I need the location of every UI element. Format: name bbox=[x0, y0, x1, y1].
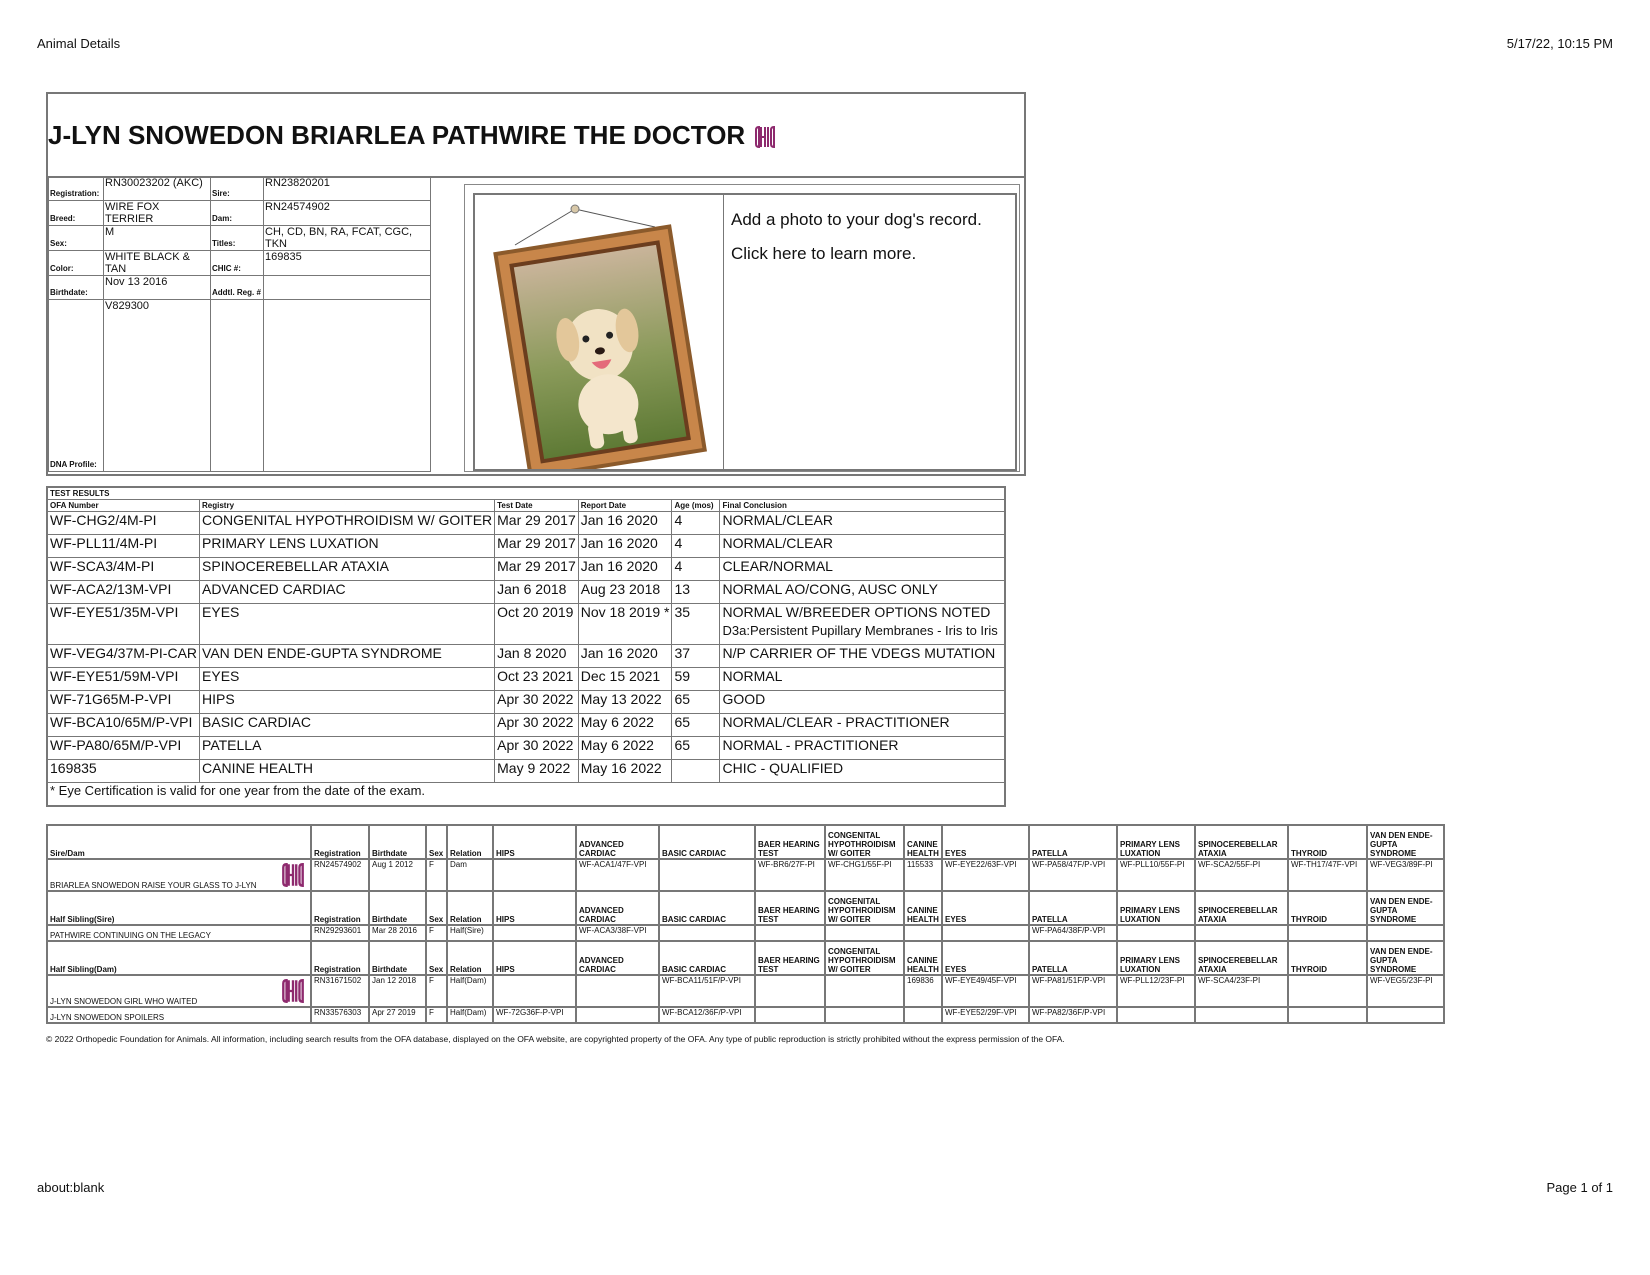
test-row bbox=[47, 604, 1005, 645]
relative-sex: F bbox=[426, 1007, 447, 1023]
breed-label: Breed: bbox=[49, 201, 104, 226]
col-spinocerebellar-ataxia: SPINOCEREBELLAR ATAXIA bbox=[1195, 891, 1288, 925]
relative-vdegs bbox=[1367, 925, 1444, 941]
test-date: Oct 23 2021 bbox=[495, 668, 579, 691]
relative-registration[interactable]: RN29293601 bbox=[311, 925, 369, 941]
titles-value: CH, CD, BN, RA, FCAT, CGC, TKN bbox=[264, 226, 431, 251]
relative-eyes: WF-EYE22/63F-VPI bbox=[942, 859, 1029, 891]
relative-canine-health bbox=[904, 1007, 942, 1023]
age bbox=[672, 760, 720, 783]
report-date: May 6 2022 bbox=[578, 737, 672, 760]
ofa-number[interactable]: WF-VEG4/37M-PI-CAR bbox=[47, 645, 200, 668]
report-date: Aug 23 2018 bbox=[578, 581, 672, 604]
relative-spinocerebellar-ataxia bbox=[1195, 1007, 1288, 1023]
relative-birthdate: Aug 1 2012 bbox=[369, 859, 426, 891]
test-date: Mar 29 2017 bbox=[495, 535, 579, 558]
relatives-section-header bbox=[47, 891, 1444, 925]
final-conclusion: GOOD bbox=[720, 691, 1006, 714]
test-date: Mar 29 2017 bbox=[495, 512, 579, 535]
registry: PATELLA bbox=[200, 737, 495, 760]
framed-dog-picture bbox=[475, 195, 724, 469]
relative-spinocerebellar-ataxia: WF-SCA4/23F-PI bbox=[1195, 975, 1288, 1007]
photo-panel[interactable] bbox=[464, 184, 1020, 472]
col-eyes: EYES bbox=[942, 941, 1029, 975]
relative-hips bbox=[493, 925, 576, 941]
age: 4 bbox=[672, 558, 720, 581]
chic-logo-icon bbox=[278, 861, 308, 891]
col-baer-hearing: BAER HEARING TEST bbox=[755, 825, 825, 859]
ofa-number[interactable]: WF-71G65M-P-VPI bbox=[47, 691, 200, 714]
photo-cta-line1[interactable]: Add a photo to your dog's record. bbox=[731, 210, 982, 229]
col-eyes: EYES bbox=[942, 891, 1029, 925]
empty-cell bbox=[211, 300, 264, 472]
relative-advanced-cardiac bbox=[576, 1007, 659, 1023]
registration-label: Registration: bbox=[49, 177, 104, 201]
age: 37 bbox=[672, 645, 720, 668]
relative-eyes: WF-EYE49/45F-VPI bbox=[942, 975, 1029, 1007]
col-spinocerebellar-ataxia: SPINOCEREBELLAR ATAXIA bbox=[1195, 825, 1288, 859]
col-patella: PATELLA bbox=[1029, 825, 1117, 859]
col-canine-health: CANINE HEALTH bbox=[904, 825, 942, 859]
relative-name[interactable]: PATHWIRE CONTINUING ON THE LEGACY bbox=[50, 931, 211, 940]
col-report-date: Report Date bbox=[578, 500, 672, 512]
registry: VAN DEN ENDE-GUPTA SYNDROME bbox=[200, 645, 495, 668]
col-test-date: Test Date bbox=[495, 500, 579, 512]
eye-cert-note: * Eye Certification is valid for one year from the date of the exam. bbox=[47, 783, 1005, 806]
relative-congenital-hypothyroidism bbox=[825, 925, 904, 941]
relative-birthdate: Apr 27 2019 bbox=[369, 1007, 426, 1023]
relative-name-cell[interactable] bbox=[47, 859, 311, 891]
titles-label: Titles: bbox=[211, 226, 264, 251]
relative-congenital-hypothyroidism: WF-CHG1/55F-PI bbox=[825, 859, 904, 891]
test-row bbox=[47, 737, 1005, 760]
col-baer-hearing: BAER HEARING TEST bbox=[755, 941, 825, 975]
final-conclusion: NORMAL AO/CONG, AUSC ONLY bbox=[720, 581, 1006, 604]
chic-value: 169835 bbox=[264, 251, 431, 276]
col-vdegs: VAN DEN ENDE-GUPTA SYNDROME bbox=[1367, 891, 1444, 925]
test-results-table bbox=[46, 486, 1006, 807]
relative-basic-cardiac bbox=[659, 859, 755, 891]
print-footer-url: about:blank bbox=[37, 1180, 105, 1195]
age: 4 bbox=[672, 535, 720, 558]
relative-row bbox=[47, 975, 1444, 1007]
age: 65 bbox=[672, 691, 720, 714]
registry: ADVANCED CARDIAC bbox=[200, 581, 495, 604]
conclusion-detail: D3a:Persistent Pupillary Membranes - Iris to Iris bbox=[722, 623, 998, 638]
ofa-number[interactable]: WF-CHG2/4M-PI bbox=[47, 512, 200, 535]
dna-profile-label: DNA Profile: bbox=[49, 300, 104, 472]
ofa-number[interactable]: WF-EYE51/35M-VPI bbox=[47, 604, 200, 645]
relative-spinocerebellar-ataxia bbox=[1195, 925, 1288, 941]
dog-details-panel bbox=[46, 92, 1026, 476]
photo-inner[interactable] bbox=[473, 193, 1017, 471]
relative-vdegs: WF-VEG3/89F-PI bbox=[1367, 859, 1444, 891]
relative-hips bbox=[493, 859, 576, 891]
col-sex: Sex bbox=[426, 941, 447, 975]
report-date: Nov 18 2019 * bbox=[578, 604, 672, 645]
final-conclusion: N/P CARRIER OF THE VDEGS MUTATION bbox=[720, 645, 1006, 668]
test-date: Apr 30 2022 bbox=[495, 714, 579, 737]
age: 65 bbox=[672, 714, 720, 737]
dog-photo-illustration bbox=[475, 195, 723, 469]
ofa-number[interactable]: WF-PA80/65M/P-VPI bbox=[47, 737, 200, 760]
relative-congenital-hypothyroidism bbox=[825, 1007, 904, 1023]
final-conclusion: NORMAL - PRACTITIONER bbox=[720, 737, 1006, 760]
relative-canine-health: 169836 bbox=[904, 975, 942, 1007]
relative-hips bbox=[493, 975, 576, 1007]
registry: HIPS bbox=[200, 691, 495, 714]
col-basic-cardiac: BASIC CARDIAC bbox=[659, 891, 755, 925]
relative-relation: Half(Dam) bbox=[447, 975, 493, 1007]
microchip-value: V829300 bbox=[104, 300, 211, 472]
title-row bbox=[48, 94, 1024, 178]
relative-baer-hearing bbox=[755, 1007, 825, 1023]
relatives-section-header bbox=[47, 825, 1444, 859]
relative-patella: WF-PA58/47F/P-VPI bbox=[1029, 859, 1117, 891]
dam-label: Dam: bbox=[211, 201, 264, 226]
relative-baer-hearing: WF-BR6/27F-PI bbox=[755, 859, 825, 891]
col-patella: PATELLA bbox=[1029, 941, 1117, 975]
copyright-notice: © 2022 Orthopedic Foundation for Animals. All information, including search results from the OFA database, displayed on the OFA website, are copyrighted property of the OFA. Any type of public reproduction is strictly prohibited without the express permission of the OFA. bbox=[46, 1034, 1065, 1044]
relative-registration[interactable]: RN24574902 bbox=[311, 859, 369, 891]
relative-canine-health bbox=[904, 925, 942, 941]
sex-value: M bbox=[104, 226, 211, 251]
sex-label: Sex: bbox=[49, 226, 104, 251]
col-spinocerebellar-ataxia: SPINOCEREBELLAR ATAXIA bbox=[1195, 941, 1288, 975]
final-conclusion bbox=[720, 604, 1006, 645]
ofa-number[interactable]: 169835 bbox=[47, 760, 200, 783]
age: 4 bbox=[672, 512, 720, 535]
col-patella: PATELLA bbox=[1029, 891, 1117, 925]
test-date: Apr 30 2022 bbox=[495, 737, 579, 760]
relative-baer-hearing bbox=[755, 925, 825, 941]
col-birthdate: Birthdate bbox=[369, 891, 426, 925]
relative-baer-hearing bbox=[755, 975, 825, 1007]
registry: CANINE HEALTH bbox=[200, 760, 495, 783]
test-date: Mar 29 2017 bbox=[495, 558, 579, 581]
age: 13 bbox=[672, 581, 720, 604]
relative-thyroid bbox=[1288, 925, 1367, 941]
test-results-title: TEST RESULTS bbox=[47, 487, 1005, 500]
section-heading: Half Sibling(Sire) bbox=[47, 891, 311, 925]
test-row bbox=[47, 558, 1005, 581]
col-thyroid: THYROID bbox=[1288, 891, 1367, 925]
print-header-title: Animal Details bbox=[37, 36, 121, 51]
chic-logo-icon bbox=[752, 124, 778, 150]
col-final-conclusion: Final Conclusion bbox=[720, 500, 1006, 512]
relatives-table bbox=[46, 824, 1445, 1024]
sire-value[interactable]: RN23820201 bbox=[264, 177, 431, 201]
relative-birthdate: Mar 28 2016 bbox=[369, 925, 426, 941]
relative-relation: Half(Sire) bbox=[447, 925, 493, 941]
col-hips: HIPS bbox=[493, 941, 576, 975]
test-row bbox=[47, 645, 1005, 668]
age: 59 bbox=[672, 668, 720, 691]
ofa-number[interactable]: WF-ACA2/13M-VPI bbox=[47, 581, 200, 604]
chic-label: CHIC #: bbox=[211, 251, 264, 276]
registry: EYES bbox=[200, 604, 495, 645]
relative-name-cell[interactable] bbox=[47, 925, 311, 941]
test-row bbox=[47, 512, 1005, 535]
test-row bbox=[47, 668, 1005, 691]
sire-label: Sire: bbox=[211, 177, 264, 201]
col-congenital-hypothyroidism: CONGENITAL HYPOTHROIDISM W/ GOITER bbox=[825, 825, 904, 859]
report-date: Jan 16 2020 bbox=[578, 558, 672, 581]
relative-canine-health: 115533 bbox=[904, 859, 942, 891]
relative-relation: Dam bbox=[447, 859, 493, 891]
col-congenital-hypothyroidism: CONGENITAL HYPOTHROIDISM W/ GOITER bbox=[825, 941, 904, 975]
col-relation: Relation bbox=[447, 891, 493, 925]
relative-name-cell[interactable] bbox=[47, 975, 311, 1007]
registry: SPINOCEREBELLAR ATAXIA bbox=[200, 558, 495, 581]
col-vdegs: VAN DEN ENDE-GUPTA SYNDROME bbox=[1367, 941, 1444, 975]
report-date: May 13 2022 bbox=[578, 691, 672, 714]
col-age: Age (mos) bbox=[672, 500, 720, 512]
relative-name-cell[interactable] bbox=[47, 1007, 311, 1023]
col-sex: Sex bbox=[426, 825, 447, 859]
test-row bbox=[47, 760, 1005, 783]
report-date: Jan 16 2020 bbox=[578, 535, 672, 558]
photo-cta[interactable] bbox=[731, 203, 982, 271]
relative-thyroid bbox=[1288, 1007, 1367, 1023]
relative-birthdate: Jan 12 2018 bbox=[369, 975, 426, 1007]
photo-cta-line2[interactable]: Click here to learn more. bbox=[731, 244, 917, 263]
dog-info-table bbox=[48, 176, 431, 472]
final-conclusion: NORMAL/CLEAR - PRACTITIONER bbox=[720, 714, 1006, 737]
registry: PRIMARY LENS LUXATION bbox=[200, 535, 495, 558]
relative-name[interactable]: J-LYN SNOWEDON SPOILERS bbox=[50, 1013, 165, 1022]
col-primary-lens-luxation: PRIMARY LENS LUXATION bbox=[1117, 891, 1195, 925]
relative-sex: F bbox=[426, 859, 447, 891]
relative-spinocerebellar-ataxia: WF-SCA2/55F-PI bbox=[1195, 859, 1288, 891]
print-header-timestamp: 5/17/22, 10:15 PM bbox=[1506, 36, 1613, 51]
col-sex: Sex bbox=[426, 891, 447, 925]
relative-congenital-hypothyroidism bbox=[825, 975, 904, 1007]
col-canine-health: CANINE HEALTH bbox=[904, 941, 942, 975]
col-registration: Registration bbox=[311, 891, 369, 925]
ofa-number[interactable]: WF-PLL11/4M-PI bbox=[47, 535, 200, 558]
relative-thyroid bbox=[1288, 975, 1367, 1007]
relative-primary-lens-luxation: WF-PLL12/23F-PI bbox=[1117, 975, 1195, 1007]
col-ofa-number: OFA Number bbox=[47, 500, 200, 512]
print-footer-page: Page 1 of 1 bbox=[1546, 1180, 1613, 1195]
empty-cell bbox=[264, 300, 431, 472]
relative-row bbox=[47, 859, 1444, 891]
col-congenital-hypothyroidism: CONGENITAL HYPOTHROIDISM W/ GOITER bbox=[825, 891, 904, 925]
col-registration: Registration bbox=[311, 825, 369, 859]
section-heading: Half Sibling(Dam) bbox=[47, 941, 311, 975]
relatives-section-header bbox=[47, 941, 1444, 975]
dog-name: J-LYN SNOWEDON BRIARLEA PATHWIRE THE DOCTOR bbox=[48, 120, 746, 150]
col-basic-cardiac: BASIC CARDIAC bbox=[659, 941, 755, 975]
test-row bbox=[47, 691, 1005, 714]
col-birthdate: Birthdate bbox=[369, 825, 426, 859]
relative-vdegs bbox=[1367, 1007, 1444, 1023]
relative-primary-lens-luxation: WF-PLL10/55F-PI bbox=[1117, 859, 1195, 891]
birthdate-label: Birthdate: bbox=[49, 276, 104, 300]
chic-logo-icon bbox=[278, 977, 308, 1007]
addtl-reg-label: Addtl. Reg. # bbox=[211, 276, 264, 300]
col-baer-hearing: BAER HEARING TEST bbox=[755, 891, 825, 925]
col-primary-lens-luxation: PRIMARY LENS LUXATION bbox=[1117, 941, 1195, 975]
col-thyroid: THYROID bbox=[1288, 825, 1367, 859]
section-heading: Sire/Dam bbox=[47, 825, 311, 859]
col-advanced-cardiac: ADVANCED CARDIAC bbox=[576, 891, 659, 925]
ofa-number[interactable]: WF-SCA3/4M-PI bbox=[47, 558, 200, 581]
relative-primary-lens-luxation bbox=[1117, 925, 1195, 941]
test-row bbox=[47, 535, 1005, 558]
test-row bbox=[47, 581, 1005, 604]
col-relation: Relation bbox=[447, 941, 493, 975]
relative-sex: F bbox=[426, 925, 447, 941]
col-basic-cardiac: BASIC CARDIAC bbox=[659, 825, 755, 859]
relative-basic-cardiac: WF-BCA11/51F/P-VPI bbox=[659, 975, 755, 1007]
relative-basic-cardiac: WF-BCA12/36F/P-VPI bbox=[659, 1007, 755, 1023]
relative-primary-lens-luxation bbox=[1117, 1007, 1195, 1023]
col-registry: Registry bbox=[200, 500, 495, 512]
relative-registration[interactable]: RN33576303 bbox=[311, 1007, 369, 1023]
dam-value[interactable]: RN24574902 bbox=[264, 201, 431, 226]
report-date: Jan 16 2020 bbox=[578, 512, 672, 535]
relative-advanced-cardiac bbox=[576, 975, 659, 1007]
report-date: Dec 15 2021 bbox=[578, 668, 672, 691]
col-primary-lens-luxation: PRIMARY LENS LUXATION bbox=[1117, 825, 1195, 859]
age: 35 bbox=[672, 604, 720, 645]
relative-sex: F bbox=[426, 975, 447, 1007]
birthdate-value: Nov 13 2016 bbox=[104, 276, 211, 300]
relative-vdegs: WF-VEG5/23F-PI bbox=[1367, 975, 1444, 1007]
relative-advanced-cardiac: WF-ACA1/47F-VPI bbox=[576, 859, 659, 891]
color-value: WHITE BLACK & TAN bbox=[104, 251, 211, 276]
report-date: May 16 2022 bbox=[578, 760, 672, 783]
test-date: May 9 2022 bbox=[495, 760, 579, 783]
relative-row bbox=[47, 925, 1444, 941]
relative-hips: WF-72G36F-P-VPI bbox=[493, 1007, 576, 1023]
relative-registration[interactable]: RN31671502 bbox=[311, 975, 369, 1007]
relative-name[interactable]: J-LYN SNOWEDON GIRL WHO WAITED bbox=[50, 997, 198, 1006]
final-conclusion: NORMAL/CLEAR bbox=[720, 535, 1006, 558]
col-hips: HIPS bbox=[493, 825, 576, 859]
final-conclusion: NORMAL/CLEAR bbox=[720, 512, 1006, 535]
ofa-number[interactable]: WF-EYE51/59M-VPI bbox=[47, 668, 200, 691]
final-conclusion: CLEAR/NORMAL bbox=[720, 558, 1006, 581]
relative-eyes: WF-EYE52/29F-VPI bbox=[942, 1007, 1029, 1023]
col-canine-health: CANINE HEALTH bbox=[904, 891, 942, 925]
test-date: Jan 6 2018 bbox=[495, 581, 579, 604]
test-row bbox=[47, 714, 1005, 737]
relative-row bbox=[47, 1007, 1444, 1023]
final-conclusion: NORMAL bbox=[720, 668, 1006, 691]
color-label: Color: bbox=[49, 251, 104, 276]
col-eyes: EYES bbox=[942, 825, 1029, 859]
dog-name-heading bbox=[48, 120, 778, 151]
relative-patella: WF-PA64/38F/P-VPI bbox=[1029, 925, 1117, 941]
col-hips: HIPS bbox=[493, 891, 576, 925]
registry: CONGENITAL HYPOTHROIDISM W/ GOITER bbox=[200, 512, 495, 535]
test-date: Oct 20 2019 bbox=[495, 604, 579, 645]
registration-value: RN30023202 (AKC) bbox=[104, 177, 211, 201]
report-date: May 6 2022 bbox=[578, 714, 672, 737]
col-relation: Relation bbox=[447, 825, 493, 859]
relative-eyes bbox=[942, 925, 1029, 941]
relative-thyroid: WF-TH17/47F-VPI bbox=[1288, 859, 1367, 891]
age: 65 bbox=[672, 737, 720, 760]
registry: EYES bbox=[200, 668, 495, 691]
relative-relation: Half(Dam) bbox=[447, 1007, 493, 1023]
ofa-number[interactable]: WF-BCA10/65M/P-VPI bbox=[47, 714, 200, 737]
breed-value: WIRE FOX TERRIER bbox=[104, 201, 211, 226]
relative-advanced-cardiac: WF-ACA3/38F-VPI bbox=[576, 925, 659, 941]
registry: BASIC CARDIAC bbox=[200, 714, 495, 737]
report-date: Jan 16 2020 bbox=[578, 645, 672, 668]
col-birthdate: Birthdate bbox=[369, 941, 426, 975]
relative-patella: WF-PA82/36F/P-VPI bbox=[1029, 1007, 1117, 1023]
col-thyroid: THYROID bbox=[1288, 941, 1367, 975]
col-advanced-cardiac: ADVANCED CARDIAC bbox=[576, 941, 659, 975]
relative-name[interactable]: BRIARLEA SNOWEDON RAISE YOUR GLASS TO J-LYN bbox=[50, 881, 257, 890]
col-registration: Registration bbox=[311, 941, 369, 975]
conclusion-line1: NORMAL W/BREEDER OPTIONS NOTED bbox=[722, 604, 991, 620]
addtl-reg-value bbox=[264, 276, 431, 300]
relative-patella: WF-PA81/51F/P-VPI bbox=[1029, 975, 1117, 1007]
test-date: Jan 8 2020 bbox=[495, 645, 579, 668]
relative-basic-cardiac bbox=[659, 925, 755, 941]
col-advanced-cardiac: ADVANCED CARDIAC bbox=[576, 825, 659, 859]
col-vdegs: VAN DEN ENDE-GUPTA SYNDROME bbox=[1367, 825, 1444, 859]
final-conclusion: CHIC - QUALIFIED bbox=[720, 760, 1006, 783]
test-date: Apr 30 2022 bbox=[495, 691, 579, 714]
